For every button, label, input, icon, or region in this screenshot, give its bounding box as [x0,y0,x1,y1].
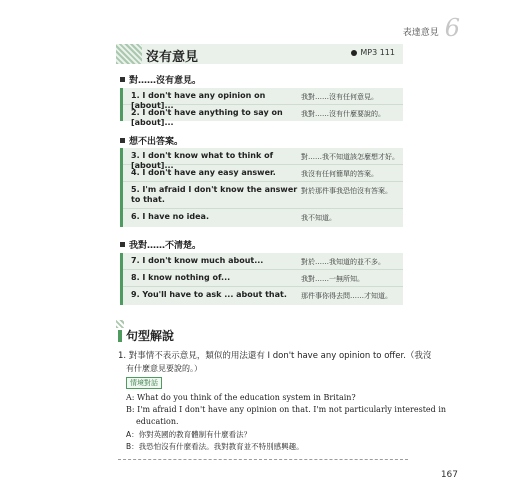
running-header [402,14,460,42]
header-title: 表達意見 [402,28,439,38]
phrase-chinese: 對……我不知道該怎麼想才好。 [301,153,399,161]
phrase-row [123,88,403,110]
dialogue-line: education. [136,417,179,426]
phrase-chinese: 對於那件事我恐怕沒有答案。 [301,187,392,195]
phrase-row [123,105,403,127]
dialogue-line: B: I'm afraid I don't have any opinion on that. I'm not particularly interested in [126,405,447,414]
phrase-english: 5. I'm afraid I don't know the answer to that. [131,185,298,204]
section-heading [120,73,201,86]
phrase-english: 6. I have no idea. [131,212,209,221]
dialogue-tag: 情境對話 [126,377,162,389]
explanation-heading [118,327,174,344]
section-heading-text: 對……沒有意見。 [129,76,202,86]
dialogue-line-zh: A：你對英國的教育體制有什麼看法？ [126,430,252,439]
dialogue-line-zh: B：我恐怕沒有什麼看法。我對教育並不特別感興趣。 [126,442,304,451]
square-bullet-icon [120,77,125,82]
phrase-row [123,253,403,270]
phrase-chinese: 我不知道。 [301,214,336,222]
phrase-chinese: 我對……沒有任何意見。 [301,93,378,101]
phrase-english: 1. I don't have any opinion on [about]... [131,91,266,110]
mp3-label [351,48,395,57]
divider [118,459,408,460]
section-heading-text: 我對……不清楚。 [129,241,202,251]
phrase-chinese: 那件事你得去問……才知道。 [301,292,392,300]
phrase-row [123,270,403,287]
chapter-number: 6 [444,14,460,42]
accent-bar [118,330,122,342]
dialogue-line: A: What do you think of the education system in Britain? [126,393,356,402]
section-heading-text: 想不出答案。 [129,137,184,147]
note-line: 有什麼意見要說的。） [126,364,202,373]
phrase-chinese: 對於……我知道的並不多。 [301,258,385,266]
section-heading [120,238,201,251]
note-line: 1. 對事情不表示意見，類似的用法還有 I don't have any opinion to offer.（我沒 [118,351,432,361]
phrase-list [120,253,403,305]
phrase-english: 8. I know nothing of... [131,273,231,282]
phrase-row [123,165,403,182]
phrase-row [123,209,403,227]
phrase-english: 4. I don't have any easy answer. [131,168,276,177]
section-title-bar [116,44,403,64]
phrase-chinese: 我對……沒有什麼要說的。 [301,110,385,118]
square-bullet-icon [120,242,125,247]
phrase-english: 3. I don't know what to think of [about]... [131,151,274,170]
audio-icon [351,50,357,56]
hatch-pattern [116,44,142,64]
section-heading [120,134,183,147]
explanation-title: 句型解說 [126,329,175,343]
mp3-text: MP3 111 [360,48,395,57]
page-number: 167 [440,470,458,480]
phrase-list [120,148,403,227]
phrase-list [120,88,403,127]
phrase-english: 2. I don't have anything to say on [about]... [131,108,283,127]
square-bullet-icon [120,138,125,143]
phrase-chinese: 我對……一無所知。 [301,275,364,283]
phrase-chinese: 我沒有任何簡單的答案。 [301,170,378,178]
phrase-row [123,182,403,209]
phrase-english: 9. You'll have to ask ... about that. [131,290,287,299]
phrase-row [123,148,403,170]
phrase-row [123,287,403,305]
section-title: 沒有意見 [146,50,199,65]
phrase-english: 7. I don't know much about... [131,256,264,265]
